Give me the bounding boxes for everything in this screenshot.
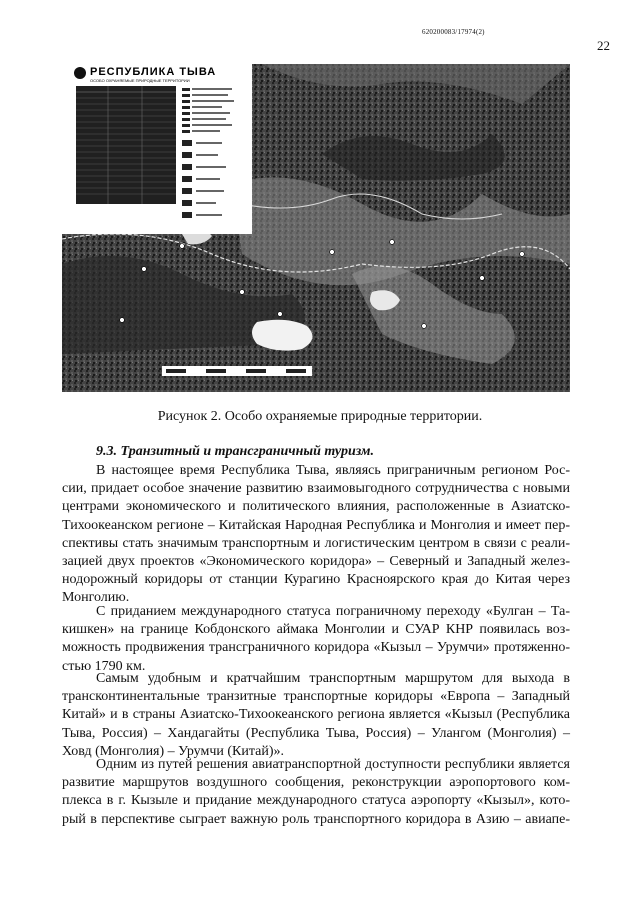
- map-title: РЕСПУБЛИКА ТЫВА: [90, 66, 217, 78]
- paragraph-line: Ховд (Монголия) – Урумчи (Китай)».: [62, 743, 285, 759]
- paragraph-1: [62, 462, 570, 608]
- paragraph-line: С приданием международного статуса пограничному переходу «Булган – Та-: [96, 604, 570, 619]
- paragraph-line: Тыва, Россия) – Хандагайты (Республика Тыва, Россия) – Улангом (Монголия) –: [62, 725, 570, 741]
- paragraph-line: Самым удобным и кратчайшим транспортным маршрутом для выхода в: [96, 671, 570, 686]
- paragraph-line: центрами экономического и политического влияния, расположенные в Азиатско-: [62, 499, 570, 515]
- paragraph-line: можность продвижения трансграничного коридора «Кызыл – Урумчи» протяженно-: [62, 640, 570, 656]
- paragraph-line: В настоящее время Республика Тыва, являясь приграничным регионом Рос-: [96, 463, 570, 478]
- paragraph-line: сии, придает особое значение развитию взаимовыгодного сотрудничества с новыми: [62, 481, 570, 497]
- paragraph-line: плекса в г. Кызыле и придание международного статуса аэропорту «Кызыл», кото-: [62, 793, 570, 809]
- paragraph-line: стью 1790 км.: [62, 658, 146, 674]
- paragraph-line: нодорожный коридоры от станции Курагино Красноярского края до Китая через: [62, 572, 570, 588]
- paragraph-line: трансконтинентальные транзитные транспортные коридоры «Европа – Западный: [62, 689, 570, 705]
- paragraph-4: [62, 756, 570, 829]
- map-figure: [62, 64, 570, 392]
- paragraph-line: Монголию.: [62, 590, 130, 606]
- paragraph-line: спективы стать значимым транспортным и логистическим центром в связи с реали-: [62, 535, 570, 551]
- paragraph-line: кишкен» на границе Кобдонского аймака Монголии и СУАР КНР появилась воз-: [62, 622, 570, 638]
- paragraph-line: Одним из путей решения авиатранспортной доступности республики является: [96, 757, 570, 772]
- paragraph-3: [62, 670, 570, 761]
- paragraph-line: зацией двух проектов «Экономического коридора» – Северный и Западный желез-: [62, 554, 570, 570]
- document-number: 620200083/17974(2): [422, 28, 485, 36]
- figure-caption: Рисунок 2. Особо охраняемые природные территории.: [157, 409, 483, 424]
- paragraph-line: развитие маршрутов воздушного сообщения, реконструкции аэропортового ком-: [62, 775, 570, 791]
- map-subtitle: ОСОБО ОХРАНЯЕМЫЕ ПРИРОДНЫЕ ТЕРРИТОРИИ: [90, 78, 190, 83]
- paragraph-line: рый в перспективе сыграет важную роль транспортного коридора в Азию – авиапе-: [62, 811, 570, 827]
- section-heading: 9.3. Транзитный и трансграничный туризм.: [96, 444, 374, 459]
- paragraph-line: Тихоокеанском регионе – Китайская Народная Республика и Монголия и имеет пер-: [62, 517, 570, 533]
- paragraph-line: Китай» и в страны Азиатско-Тихоокеанского региона является «Кызыл (Республика: [62, 707, 570, 723]
- paragraph-2: [62, 603, 570, 676]
- page-number: 22: [597, 38, 610, 53]
- map-image: [62, 64, 570, 392]
